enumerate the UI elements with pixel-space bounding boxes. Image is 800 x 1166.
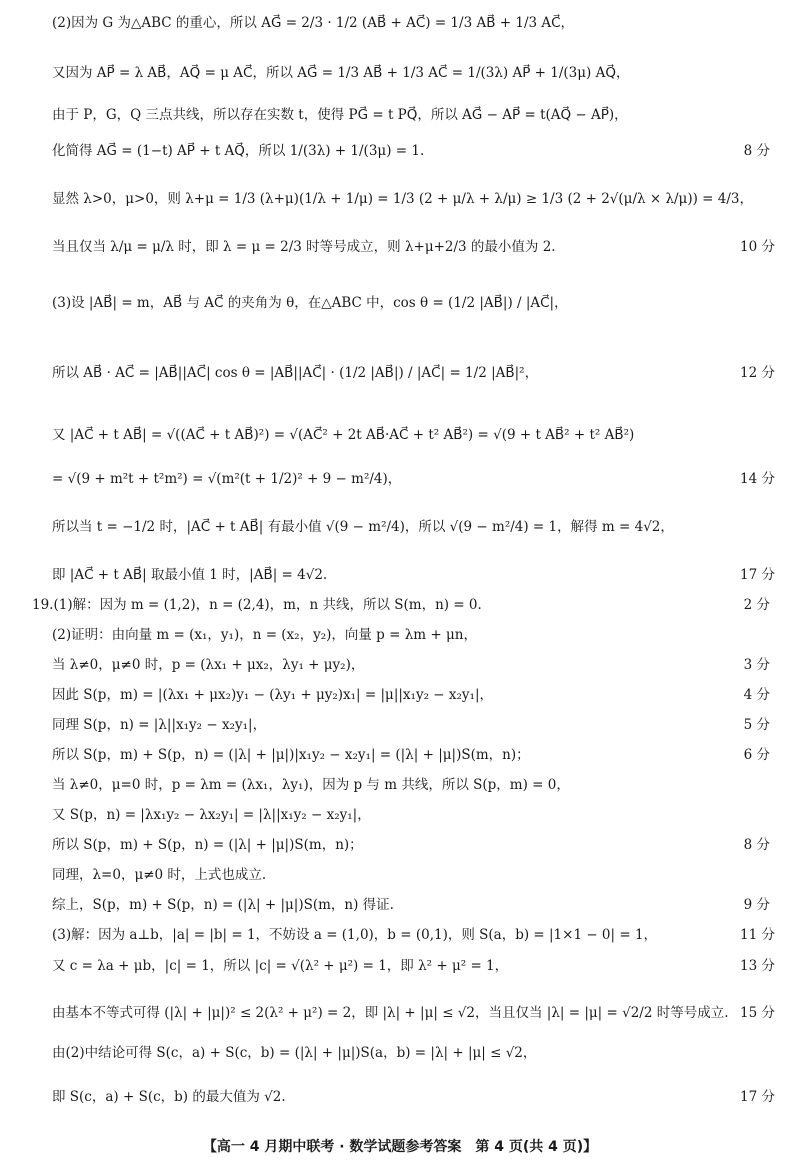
answer-line [52, 236, 775, 258]
answer-line [52, 804, 770, 826]
answer-line-text: 当 λ≠0，μ≠0 时，p = (λx₁ + μx₂，λy₁ + μy₂)， [52, 657, 365, 673]
answer-line-text: 所以 S(p，m) + S(p，n) = (|λ| + |μ|)S(m，n)； [52, 837, 363, 853]
answer-line-text: 所以 S(p，m) + S(p，n) = (|λ| + |μ|)|x₁y₂ − x₂y₁| = (|λ| + |μ|)S(m，n)； [52, 747, 530, 763]
answer-line-text: 即 S(c，a) + S(c，b) 的最大值为 √2. [52, 1089, 286, 1105]
score-label: 6 分 [743, 747, 770, 763]
answer-line [52, 834, 770, 856]
answer-line-text: 同理 S(p，n) = |λ||x₁y₂ − x₂y₁|， [52, 717, 267, 733]
score-label: 13 分 [740, 958, 775, 974]
score-label: 17 分 [740, 1089, 775, 1105]
answer-line-text: 又 S(p，n) = |λx₁y₂ − λx₂y₁| = |λ||x₁y₂ − x₂y₁|， [52, 807, 371, 823]
answer-line-text: 由(2)中结论可得 S(c，a) + S(c，b) = (|λ| + |μ|)S(a，b) = |λ| + |μ| ≤ √2， [52, 1045, 537, 1061]
answer-line-text: 综上，S(p，m) + S(p，n) = (|λ| + |μ|)S(m，n) 得证. [52, 897, 394, 913]
answer-line [52, 894, 770, 916]
score-label: 5 分 [743, 717, 770, 733]
answer-line [52, 188, 770, 210]
score-label: 3 分 [743, 657, 770, 673]
answer-line [52, 774, 770, 796]
answer-line-text: = √(9 + m²t + t²m²) = √(m²(t + 1/2)² + 9 − m²/4)， [52, 471, 402, 487]
answer-line-text: (3)设 |AB⃗| = m，AB⃗ 与 AC⃗ 的夹角为 θ，在△ABC 中，cos θ = (1/2 |AB⃗|) / |AC⃗|， [52, 295, 568, 311]
score-label: 14 分 [740, 471, 775, 487]
answer-line-text: 又 c = λa + μb，|c| = 1，所以 |c| = √(λ² + μ²) = 1，即 λ² + μ² = 1， [52, 958, 509, 974]
answer-line-text: 又 |AC⃗ + t AB⃗| = √((AC⃗ + t AB⃗)²) = √(AC⃗² + 2t AB⃗·AC⃗ + t² AB⃗²) = √(9 + t AB⃗² + t² AB⃗²) [52, 427, 635, 443]
answer-line-text: 当且仅当 λ/μ = μ/λ 时，即 λ = μ = 2/3 时等号成立，则 λ+μ+2/3 的最小值为 2. [52, 239, 556, 255]
answer-line [52, 292, 770, 314]
answer-line [52, 1002, 775, 1024]
answer-line-text: 因此 S(p，m) = |(λx₁ + μx₂)y₁ − (λy₁ + μy₂)x₁| = |μ||x₁y₂ − x₂y₁|， [52, 687, 493, 703]
score-label: 10 分 [740, 239, 775, 255]
answer-line [52, 1042, 770, 1064]
answer-line [52, 62, 770, 84]
answer-line [52, 362, 775, 384]
answer-line-text: 即 |AC⃗ + t AB⃗| 取最小值 1 时，|AB⃗| = 4√2. [52, 567, 328, 583]
answer-line [52, 684, 770, 706]
answer-line-text: 同理，λ=0，μ≠0 时，上式也成立. [52, 867, 267, 883]
answer-line-text: 所以 AB⃗ · AC⃗ = |AB⃗||AC⃗| cos θ = |AB⃗||AC⃗| · (1/2 |AB⃗|) / |AC⃗| = 1/2 |AB⃗|²， [52, 365, 539, 381]
answer-line [52, 714, 770, 736]
answer-line [52, 468, 775, 490]
score-label: 9 分 [743, 897, 770, 913]
answer-line-text: 又因为 AP⃗ = λ AB⃗，AQ⃗ = μ AC⃗，所以 AG⃗ = 1/3 AB⃗ + 1/3 AC⃗ = 1/(3λ) AP⃗ + 1/(3μ) AQ⃗， [52, 65, 630, 81]
answer-line-text: 由基本不等式可得 (|λ| + |μ|)² ≤ 2(λ² + μ²) = 2，即 |λ| + |μ| ≤ √2，当且仅当 |λ| = |μ| = √2/2 时等号成立. [52, 1005, 729, 1021]
answer-line [52, 516, 770, 538]
answer-line [52, 744, 770, 766]
answer-line-text: 19.(1)解：因为 m = (1,2)，n = (2,4)，m，n 共线，所以 S(m，n) = 0. [32, 597, 482, 613]
answer-line [52, 564, 775, 586]
score-label: 17 分 [740, 567, 775, 583]
answer-line-text: 所以当 t = −1/2 时，|AC⃗ + t AB⃗| 有最小值 √(9 − m²/4)，所以 √(9 − m²/4) = 1，解得 m = 4√2， [52, 519, 674, 535]
answer-line-text: 当 λ≠0，μ=0 时，p = λm = (λx₁，λy₁)，因为 p 与 m 共线，所以 S(p，m) = 0， [52, 777, 570, 793]
score-label: 12 分 [740, 365, 775, 381]
answer-line [52, 654, 770, 676]
answer-line-text: 由于 P，G，Q 三点共线，所以存在实数 t，使得 PG⃗ = t PQ⃗，所以 AG⃗ − AP⃗ = t(AQ⃗ − AP⃗)， [52, 107, 628, 123]
answer-line [52, 140, 770, 162]
answer-line [52, 864, 770, 886]
answer-line [52, 955, 775, 977]
answer-line [52, 624, 770, 646]
answer-line-text: (2)证明：由向量 m = (x₁，y₁)，n = (x₂，y₂)，向量 p = λm + μn， [52, 627, 477, 643]
score-label: 2 分 [743, 597, 770, 613]
answer-line-text: (2)因为 G 为△ABC 的重心，所以 AG⃗ = 2/3 · 1/2 (AB⃗ + AC⃗) = 1/3 AB⃗ + 1/3 AC⃗， [52, 15, 575, 31]
answer-line [52, 924, 775, 946]
answer-line-text: (3)解：因为 a⊥b，|a| = |b| = 1，不妨设 a = (1,0)，b = (0,1)，则 S(a，b) = |1×1 − 0| = 1， [52, 927, 658, 943]
answer-line [52, 424, 770, 446]
answer-line [32, 594, 770, 616]
score-label: 8 分 [743, 143, 770, 159]
score-label: 8 分 [743, 837, 770, 853]
answer-line-text: 显然 λ>0，μ>0，则 λ+μ = 1/3 (λ+μ)(1/λ + 1/μ) = 1/3 (2 + μ/λ + λ/μ) ≥ 1/3 (2 + 2√(μ/λ × λ/μ)) = 4/3， [52, 191, 753, 207]
answer-line [52, 12, 770, 34]
score-label: 15 分 [740, 1005, 775, 1021]
score-label: 11 分 [740, 927, 775, 943]
answer-line [52, 1086, 775, 1108]
score-label: 4 分 [743, 687, 770, 703]
answer-line-text: 化简得 AG⃗ = (1−t) AP⃗ + t AQ⃗，所以 1/(3λ) + 1/(3μ) = 1. [52, 143, 425, 159]
page-footer: 【高一 4 月期中联考 · 数学试题参考答案 第 4 页(共 4 页)】 [202, 1139, 598, 1155]
answer-line [52, 104, 770, 126]
